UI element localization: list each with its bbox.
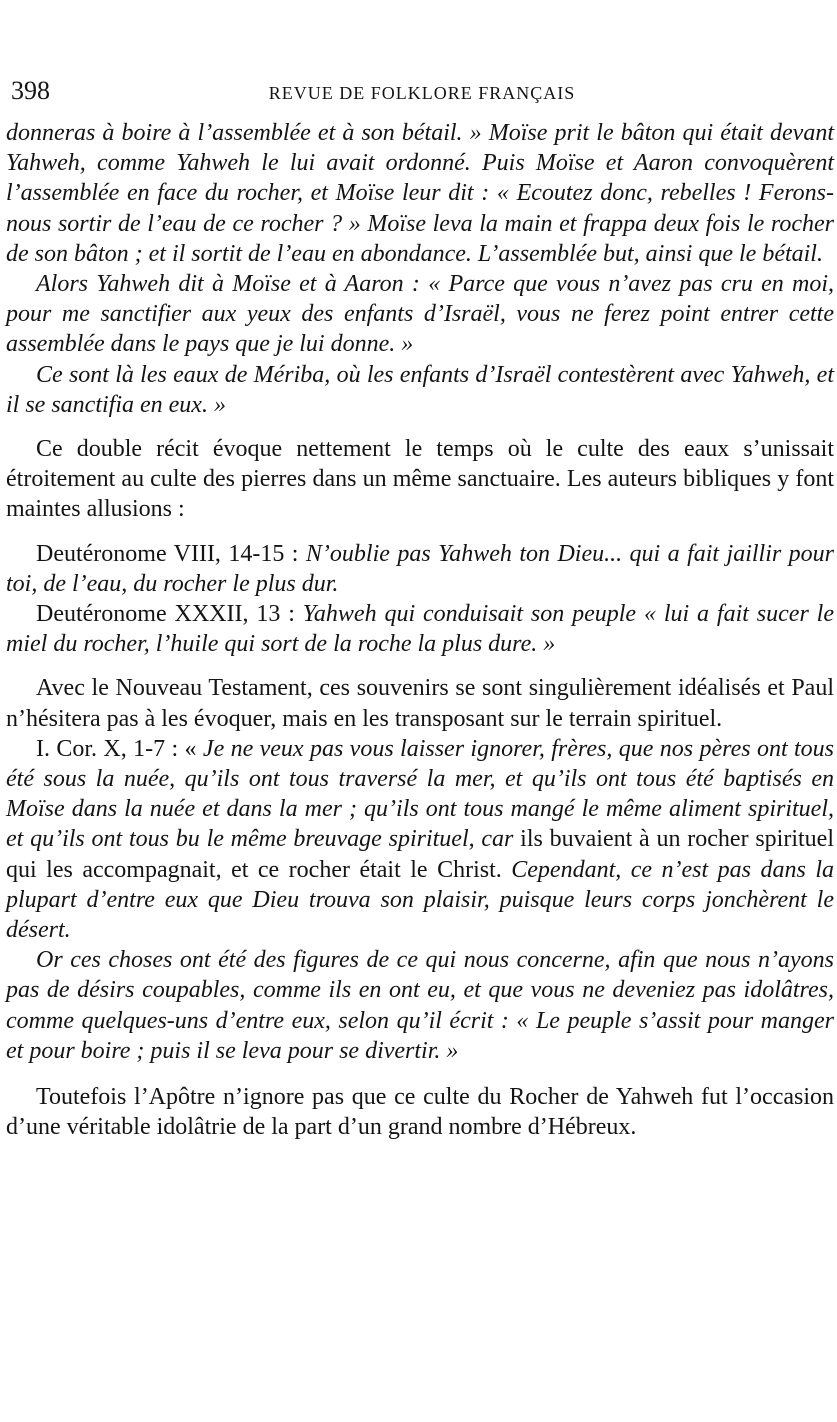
paragraph-4	[6, 434, 834, 525]
page-number: 398	[11, 76, 50, 105]
text-span: Je ne veux pas vous laisser ignorer, frères, que nos pères ont tous été sous la nuée, qu’ils ont tous traversé la mer, et qu’ils ont tous été baptisés en Moïse dans la nuée et dans la mer ; qu’ils ont tous mangé le même aliment spirituel, et qu’ils ont tous bu le même breuvage spirituel, car	[6, 735, 834, 853]
text-span: Or ces choses ont été des figures de ce qui nous concerne, afin que nous n’ayons pas de désirs coupables, comme ils en ont eu, et que vous ne deveniez pas idolâtres, comme quelques-uns d’entre eux, selon qu’il écrit : « Le peuple s’assit pour manger et pour boire ; puis il se leva pour se divertir. »	[6, 947, 834, 1064]
paragraph-10	[6, 1082, 834, 1142]
text-span: ils buvaient à un rocher spirituel qui les accompagnait, et ce rocher était le Christ.	[6, 826, 834, 883]
page-header	[11, 72, 833, 112]
text-span: Yahweh qui conduisait son peuple « lui a fait sucer le miel du rocher, l’huile qui sort de la roche la plus dure. »	[6, 601, 834, 658]
text-span: donneras à boire à l’assemblée et à son bétail. » Moïse prit le bâton qui était devant Yahweh, comme Yahweh le lui avait ordonné. Puis Moïse et Aaron convoquèrent l’assemblée en face du rocher, et Moïse leur dit : « Ecoutez donc, rebelles ! Ferons-nous sortir de l’eau de ce rocher ? » Moïse leva la main et frappa deux fois le rocher de son bâton ; et il sortit de l’eau en abondance. L’assemblée but, ainsi que le bétail.	[6, 120, 834, 267]
paragraph-6	[6, 599, 834, 659]
text-span: I. Cor. X, 1-7 : «	[36, 735, 203, 762]
paragraph-1	[6, 118, 834, 269]
paragraph-8	[6, 734, 834, 945]
body-text	[6, 118, 834, 1143]
text-span: Avec le Nouveau Testament, ces souvenirs se sont singulièrement idéalisés et Paul n’hésitera pas à les évoquer, mais en les transposant sur le terrain spirituel.	[6, 675, 834, 732]
text-span: Cependant, ce n’est pas dans la plupart d’entre eux que Dieu trouva son plaisir, puisque leurs corps jonchèrent le désert.	[6, 856, 834, 944]
text-span: Ce double récit évoque nettement le temps où le culte des eaux s’unissait étroitement au culte des pierres dans un même sanctuaire. Les auteurs bibliques y font maintes allusions :	[6, 436, 834, 523]
paragraph-2	[6, 269, 834, 360]
text-span: N’oublie pas Yahweh ton Dieu... qui a fait jaillir pour toi, de l’eau, du rocher le plus dur.	[6, 540, 834, 597]
text-span: Alors Yahweh dit à Moïse et à Aaron : « Parce que vous n’avez pas cru en moi, pour me sanctifier aux yeux des enfants d’Israël, vous ne ferez point entrer cette assemblée dans le pays que je lui donne. »	[6, 271, 834, 358]
paragraph-9	[6, 945, 834, 1066]
paragraph-3	[6, 360, 834, 420]
running-title: REVUE DE FOLKLORE FRANÇAIS	[268, 83, 576, 103]
paragraph-7	[6, 673, 834, 733]
text-span: Deutéronome XXXII, 13 :	[36, 601, 303, 628]
paragraph-5	[6, 539, 834, 599]
text-span: Ce sont là les eaux de Mériba, où les enfants d’Israël contestèrent avec Yahweh, et il se sanctifia en eux. »	[6, 361, 834, 418]
text-span: Toutefois l’Apôtre n’ignore pas que ce culte du Rocher de Yahweh fut l’occasion d’une véritable idolâtrie de la part d’un grand nombre d’Hébreux.	[6, 1084, 834, 1141]
text-span: Deutéronome VIII, 14-15 :	[36, 540, 306, 567]
